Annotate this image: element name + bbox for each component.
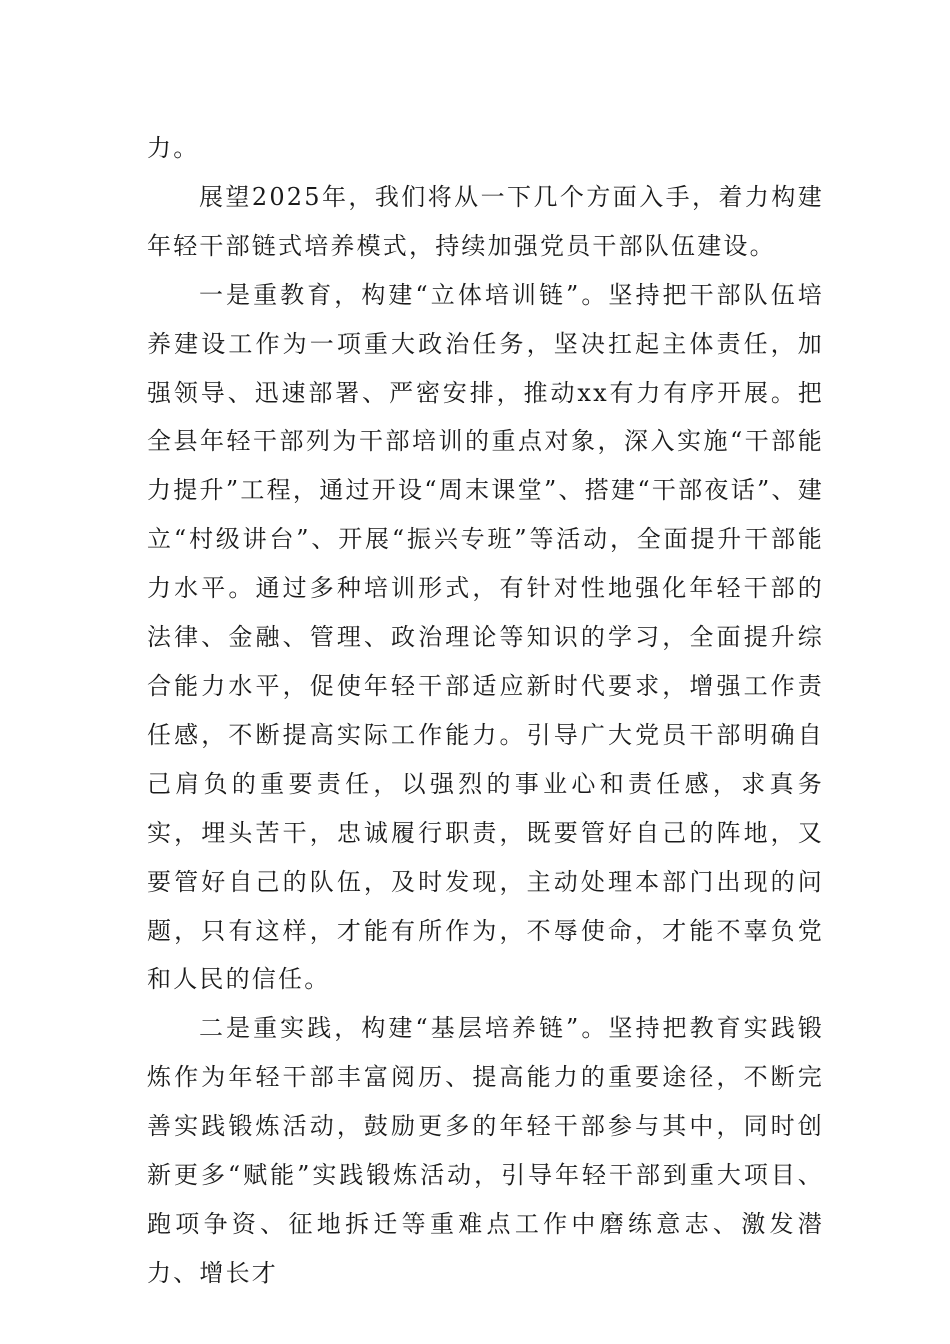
document-body: [147, 124, 824, 1298]
paragraph-education: 一是重教育，构建“立体培训链”。坚持把干部队伍培养建设工作为一项重大政治任务，坚决扛起主体责任，加强领导、迅速部署、严密安排，推动xx有力有序开展。把全县年轻干部列为干部培训的重点对象，深入实施“干部能力提升”工程，通过开设“周末课堂”、搭建“干部夜话”、建立“村级讲台”、开展“振兴专班”等活动，全面提升干部能力水平。通过多种培训形式，有针对性地强化年轻干部的法律、金融、管理、政治理论等知识的学习，全面提升综合能力水平，促使年轻干部适应新时代要求，增强工作责任感，不断提高实际工作能力。引导广大党员干部明确自己肩负的重要责任，以强烈的事业心和责任感，求真务实，埋头苦干，忠诚履行职责，既要管好自己的阵地，又要管好自己的队伍，及时发现，主动处理本部门出现的问题，只有这样，才能有所作为，不辱使命，才能不辜负党和人民的信任。: [147, 280, 824, 994]
paragraph-outlook: 展望2025年，我们将从一下几个方面入手，着力构建年轻干部链式培养模式，持续加强党员干部队伍建设。: [147, 182, 824, 260]
paragraph-practice: 二是重实践，构建“基层培养链”。坚持把教育实践锻炼作为年轻干部丰富阅历、提高能力的重要途径，不断完善实践锻炼活动，鼓励更多的年轻干部参与其中，同时创新更多“赋能”实践锻炼活动，引导年轻干部到重大项目、跑项争资、征地拆迁等重难点工作中磨练意志、激发潜力、增长才: [147, 1014, 824, 1287]
paragraph-continuation: 力。: [147, 134, 200, 162]
